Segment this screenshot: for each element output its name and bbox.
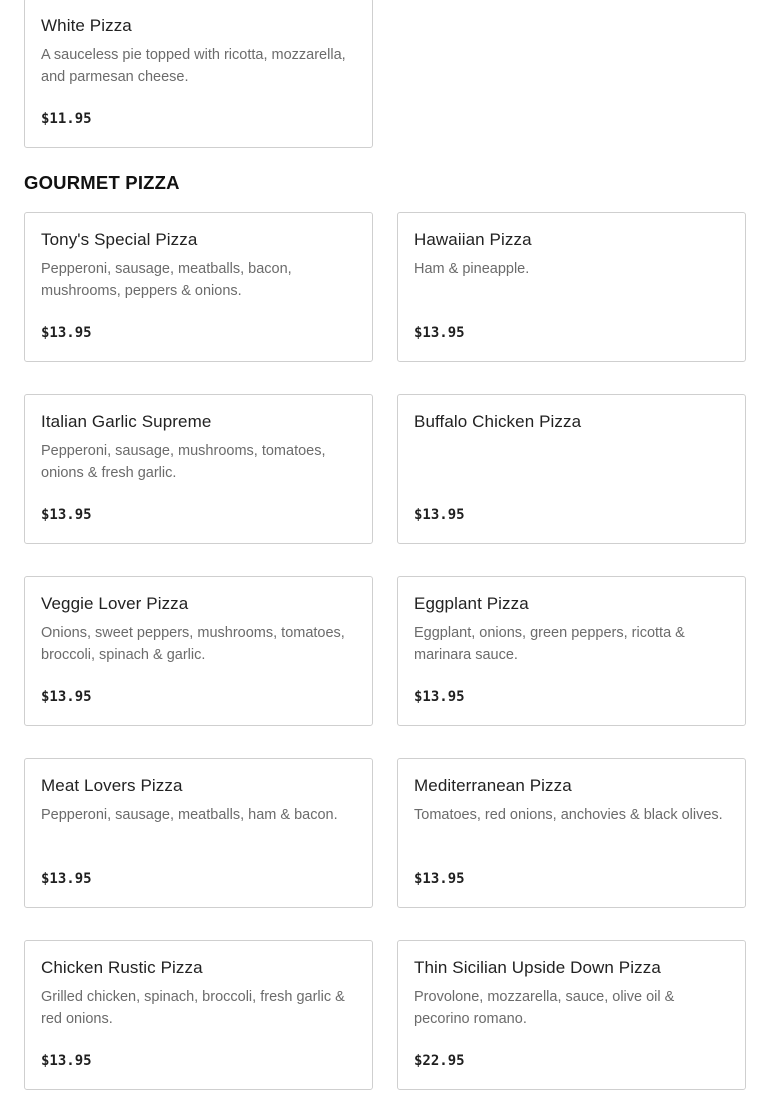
menu-item-card[interactable] — [24, 0, 373, 148]
menu-item-description: Eggplant, onions, green peppers, ricotta & marinara sauce. — [414, 625, 685, 663]
menu-item-name: Mediterranean Pizza — [414, 776, 572, 795]
menu-item-name: Tony's Special Pizza — [41, 230, 198, 249]
menu-item-description: Onions, sweet peppers, mushrooms, tomatoes, broccoli, spinach & garlic. — [41, 625, 345, 663]
menu-item-description: Pepperoni, sausage, meatballs, ham & bacon. — [41, 807, 338, 823]
menu-item-card[interactable] — [397, 940, 746, 1090]
menu-item-name: Eggplant Pizza — [414, 594, 529, 613]
menu-item-description: Provolone, mozzarella, sauce, olive oil & pecorino romano. — [414, 989, 675, 1027]
menu-item-description: A sauceless pie topped with ricotta, mozzarella, and parmesan cheese. — [41, 47, 346, 85]
section-title: GOURMET PIZZA — [24, 172, 180, 193]
menu-item-card[interactable] — [397, 212, 746, 362]
menu-item-description: Ham & pineapple. — [414, 261, 530, 277]
menu-item-name: Chicken Rustic Pizza — [41, 958, 203, 977]
menu-item-price: $13.95 — [41, 871, 92, 887]
menu-item-name: Thin Sicilian Upside Down Pizza — [414, 958, 661, 977]
menu-item-price: $22.95 — [414, 1053, 465, 1069]
menu-item-name: Hawaiian Pizza — [414, 230, 532, 249]
menu-item-card[interactable] — [24, 212, 373, 362]
menu-item-name: Veggie Lover Pizza — [41, 594, 189, 613]
menu-item-price: $13.95 — [41, 1053, 92, 1069]
menu-item-name: Italian Garlic Supreme — [41, 412, 212, 431]
menu-item-card[interactable] — [397, 758, 746, 908]
menu-item-price: $13.95 — [41, 507, 92, 523]
menu-item-price: $13.95 — [41, 689, 92, 705]
menu-item-name: Meat Lovers Pizza — [41, 776, 183, 795]
menu-item-card[interactable] — [24, 394, 373, 544]
menu-item-price: $13.95 — [41, 325, 92, 341]
menu-item-price: $11.95 — [41, 111, 92, 127]
menu-item-card[interactable] — [24, 758, 373, 908]
menu-item-price: $13.95 — [414, 507, 465, 523]
menu-item-price: $13.95 — [414, 325, 465, 341]
menu-item-name: White Pizza — [41, 16, 132, 35]
menu-item-description: Grilled chicken, spinach, broccoli, fresh garlic & red onions. — [41, 989, 345, 1027]
menu-item-card[interactable] — [397, 576, 746, 726]
menu-item-description: Pepperoni, sausage, mushrooms, tomatoes, onions & fresh garlic. — [41, 443, 326, 481]
menu-item-card[interactable] — [24, 576, 373, 726]
menu-item-card[interactable] — [397, 394, 746, 544]
menu-item-name: Buffalo Chicken Pizza — [414, 412, 582, 431]
menu-item-description: Pepperoni, sausage, meatballs, bacon, mushrooms, peppers & onions. — [41, 261, 292, 299]
menu-item-card[interactable] — [24, 940, 373, 1090]
menu-item-price: $13.95 — [414, 871, 465, 887]
menu-item-description: Tomatoes, red onions, anchovies & black olives. — [414, 807, 723, 823]
menu-item-price: $13.95 — [414, 689, 465, 705]
